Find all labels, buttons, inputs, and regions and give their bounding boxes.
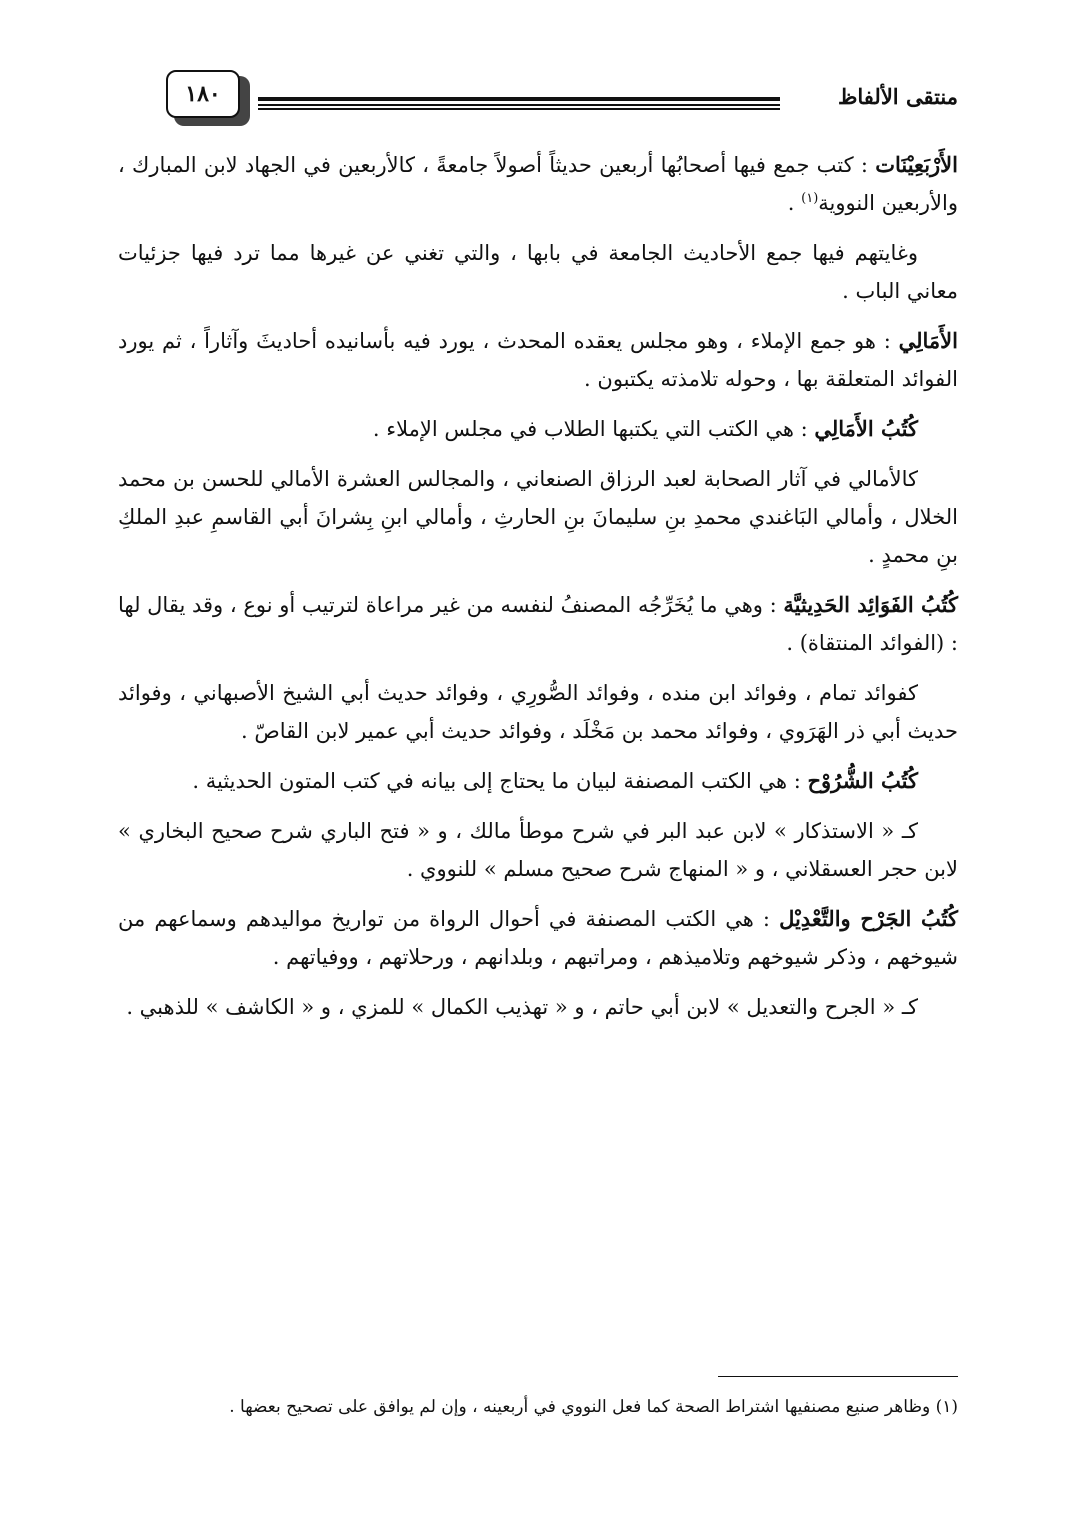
paragraph-arbaeenat (118, 146, 958, 222)
term-heading: الأَرْبَعِيْنَات (875, 152, 958, 177)
paragraph-jarh-tadil (118, 900, 958, 976)
paragraph-amali (118, 322, 958, 398)
paragraph-text: كالأمالي في آثار الصحابة لعبد الرزاق الصنعاني ، والمجالس العشرة الأمالي للحسن بن محمد الخلال ، وأمالي البَاغندي محمدِ بنِ سليمانَ بنِ الحارثِ ، وأمالي ابنِ بِشرانَ أبي القاسمِ عبدِ الملكِ بنِ محمدٍ . (118, 467, 958, 567)
paragraph-arbaeenat-purpose (118, 234, 958, 310)
paragraph-text: كـ « الجرح والتعديل » لابن أبي حاتم ، و « تهذيب الكمال » للمزي ، و « الكاشف » للذهبي . (126, 995, 918, 1019)
paragraph-fawaid (118, 586, 958, 662)
paragraph-text: وغايتهم فيها جمع الأحاديث الجامعة في بابها ، والتي تغني عن غيرها مما ترد فيها جزئيات معاني الباب . (118, 241, 958, 303)
term-heading: كُتُبُ الفَوَائِد الحَدِيثيَّة (783, 592, 958, 617)
paragraph-text: كفوائد تمام ، وفوائد ابن منده ، وفوائد الصُّورِي ، وفوائد حديث أبي الشيخ الأصبهاني ، وفوائد حديث أبي ذر الهَرَوي ، وفوائد محمد بن مَخْلَد ، وفوائد حديث أبي عمير لابن القاصّ . (118, 681, 958, 743)
header-rule (258, 97, 780, 111)
footnote-reference[interactable]: (١) (801, 191, 819, 206)
term-heading: كُتُبُ الجَرْح والتَّعْدِيْل (779, 906, 958, 931)
paragraph-shuruh (118, 762, 958, 800)
paragraph-kutub-amali (118, 410, 958, 448)
paragraph-text: : وهي ما يُخَرِّجُه المصنفُ لنفسه من غير مراعاة لترتيب أو نوع ، وقد يقال لها : (الفوائد المنتقاة) . (118, 593, 958, 655)
header-rule-thin (258, 104, 780, 106)
paragraph-text: : هو جمع الإملاء ، وهو مجلس يعقده المحدث ، يورد فيه بأسانيده أحاديثَ وآثاراً ، ثم يورد الفوائد المتعلقة بها ، وحوله تلامذته يكتبون . (118, 329, 958, 391)
paragraph-text: كـ « الاستذكار » لابن عبد البر في شرح موطأ مالك ، و « فتح الباري شرح صحيح البخاري » لابن حجر العسقلاني ، و « المنهاج شرح صحيح مسلم » للنووي . (118, 819, 958, 881)
page-number: ١٨٠ (166, 70, 240, 118)
paragraph-text: : هي الكتب التي يكتبها الطلاب في مجلس الإملاء . (372, 417, 815, 441)
header-rule-thin (258, 108, 780, 110)
paragraph-text: : كتب جمع فيها أصحابُها أربعين حديثاً أصولاً جامعةً ، كالأربعين في الجهاد لابن المبارك ، والأربعين النووية (118, 153, 958, 215)
term-heading: كُتُبُ الأَمَالِي (814, 416, 918, 441)
paragraph-shuruh-examples (118, 812, 958, 888)
footnote-separator (718, 1376, 958, 1377)
book-title: منتقى الألفاظ (837, 84, 958, 109)
header-rule-thick (258, 97, 780, 101)
paragraph-fawaid-examples (118, 674, 958, 750)
paragraph-jarh-tadil-examples (118, 988, 958, 1026)
term-heading: الأَمَالِي (898, 328, 958, 353)
paragraph-text: : هي الكتب المصنفة لبيان ما يحتاج إلى بيانه في كتب المتون الحديثية . (192, 769, 808, 793)
paragraph-text: : هي الكتب المصنفة في أحوال الرواة من تواريخ مواليدهم وسماعهم من شيوخهم ، وذكر شيوخهم وتلاميذهم ، ومراتبهم ، وبلدانهم ، ورحلاتهم ، ووفياتهم . (118, 907, 958, 969)
paragraph-amali-examples (118, 460, 958, 574)
page-header (118, 70, 958, 132)
paragraph-text-tail: . (787, 191, 802, 215)
main-text (118, 146, 958, 1038)
term-heading: كُتُبُ الشُّرُوْح (807, 768, 918, 793)
footnote: (١) وظاهر صنيع مصنفيها اشتراط الصحة كما فعل النووي في أربعينه ، وإن لم يوافق على تصحيح بعضها . (229, 1397, 958, 1417)
